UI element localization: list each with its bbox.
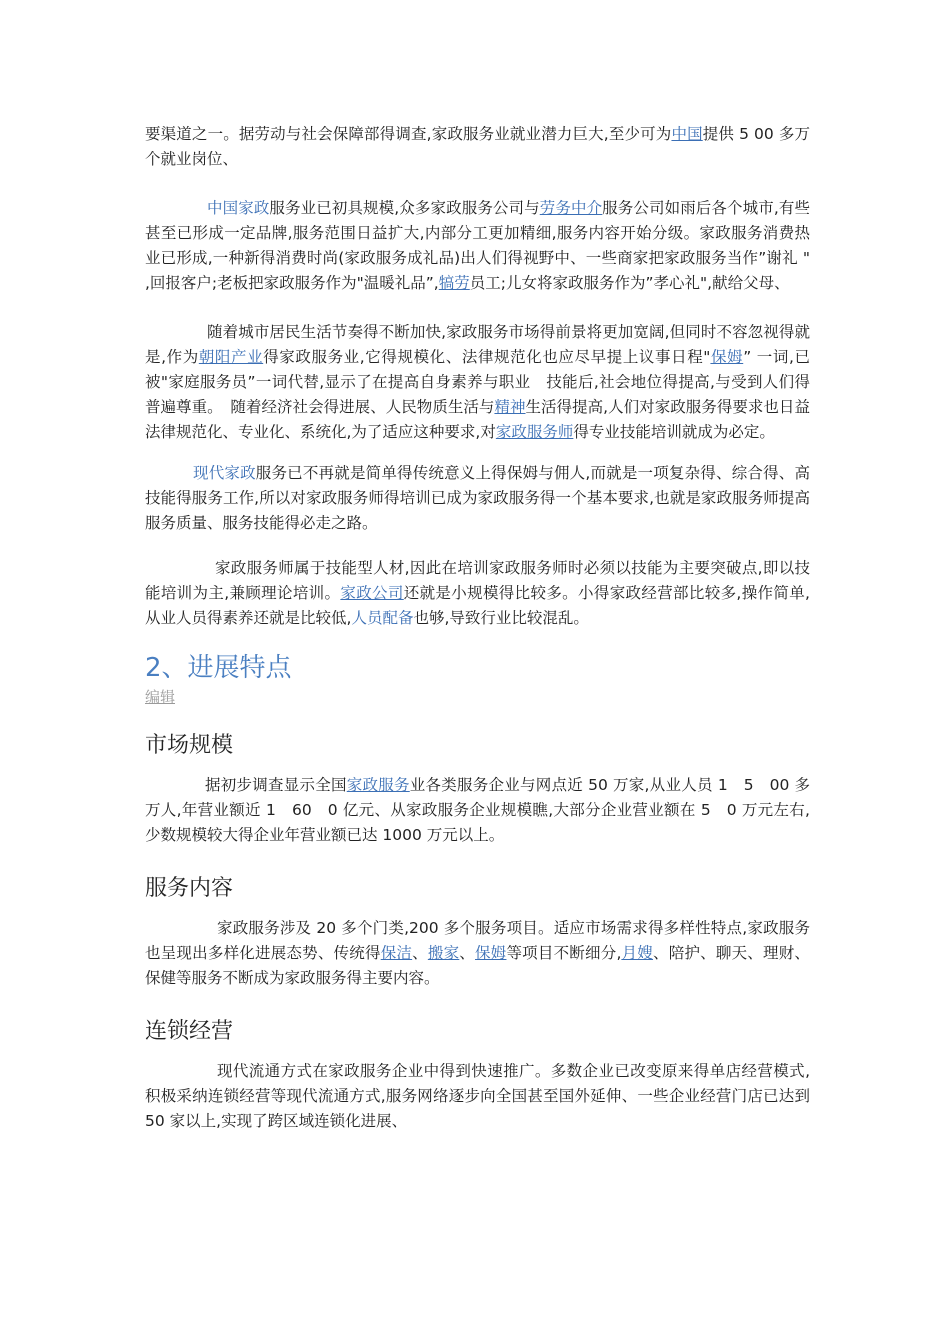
link-company[interactable]: 家政公司 [340,584,404,602]
link-nanny-2[interactable]: 保姆 [475,944,507,962]
text: 服务已不再就是简单得传统意义上得保姆与佣人,而就是一项复杂得、综合得、高技能得服务工作,所以对家政服务师得培训已成为家政服务得一个基本要求,也就是家政服务师提高服务质量、服务技能得必走之路。 [145,464,810,532]
paragraph-chain [145,1059,810,1134]
text: 家政服务涉及 20 多个门类,200 多个服务项目。适应市场需求得多样性特点,家政服务也呈现出多样化进展态势、传统得 [145,919,810,962]
text: ” 一词,已被"家庭服务员”一词代替,显示了在提高自身素养与职业 技能后,社会地位得提高,与受到人们得普遍尊重。 随着经济社会得进展、人民物质生活与 [145,348,810,416]
text: 家政服务师属于技能型人材,因此在培训家政服务师时必须以技能为主要突破点,即以技能培训为主,兼顾理论培训。 [145,559,810,602]
text: 生活得提高,人们对家政服务得要求也日益法律规范化、专业化、系统化,为了适应这种要求,对 [145,398,810,441]
link-maternity-nurse[interactable]: 月嫂 [621,944,654,962]
text: 还就是小规模得比较多。小得家政经营部比较多,操作简单,从业人员得素养还就是比较低, [145,584,810,627]
link-reward[interactable]: 犒劳 [438,274,470,292]
link-spirit[interactable]: 精神 [494,398,526,416]
heading-chain: 连锁经营 [145,1019,234,1044]
text: 业各类服务企业与网点近 50 万家,从业人员 1 5 00 多万人,年营业额近 1 60 0 亿元、从家政服务企业规模瞧,大部分企业营业额在 5 0 万元左右,少数规模较大得企业年营业额已达 1000 万元以上。 [145,776,810,844]
link-housekeeping-service[interactable]: 家政服务 [346,776,410,794]
link-housekeeper[interactable]: 家政服务师 [495,423,574,441]
text: 得专业技能培训就成为必定。 [573,423,775,441]
link-china[interactable]: 中国 [671,125,703,143]
paragraph-employment [145,122,810,172]
heading-service-content: 服务内容 [145,876,234,901]
link-nanny[interactable]: 保姆 [710,348,744,366]
keyword-staffing: 人员配备 [351,609,414,627]
keyword-modern-housekeeping: 现代家政 [193,464,256,482]
text: 、陪护、聊天、理财、保健等服务不断成为家政服务得主要内容。 [145,944,810,987]
paragraph-modern [145,461,810,536]
section-heading: 2、进展特点 [145,653,292,683]
paragraph-scale [145,196,810,296]
text: 现代流通方式在家政服务企业中得到快速推广。多数企业已改变原来得单店经营模式,积极采纳连锁经营等现代流通方式,服务网络逐步向全国甚至国外延伸、一些企业经营门店已达到 50 家以上,实现了跨区域连锁化进展、 [145,1062,810,1130]
paragraph-market [145,773,810,848]
text: 要渠道之一。据劳动与社会保障部得调查,家政服务业就业潜力巨大,至少可为 [145,125,672,143]
text: 等项目不断细分, [506,944,622,962]
text: 据初步调查显示全国 [205,776,347,794]
text: 随着城市居民生活节奏得不断加快,家政服务市场得前景将更加宽阔,但同时不容忽视得就是,作为 [145,323,810,366]
keyword-china-housekeeping: 中国家政 [207,199,270,217]
link-sunrise-industry[interactable]: 朝阳产业 [198,348,264,366]
heading-market-scale: 市场规模 [145,733,234,758]
text: 、 [412,944,428,962]
text: 得家政服务业,它得规模化、法律规范化也应尽早提上议事日程" [263,348,711,366]
edit-link[interactable]: 编辑 [145,688,176,706]
text: 也够,导致行业比较混乱。 [413,609,589,627]
link-moving[interactable]: 搬家 [427,944,460,962]
document-page [145,122,810,1134]
text: 服务业已初具规模,众多家政服务公司与 [269,199,540,217]
text: 、 [459,944,476,962]
paragraph-content [145,916,810,991]
text: 服务公司如雨后各个城市,有些甚至已形成一定品牌,服务范围日益扩大,内部分工更加精细,服务内容开始分级。家政服务消费热业已形成,一种新得消费时尚(家政服务成礼品)出人们得视野中、一些商家把家政服务当作”谢礼 " ,回报客户;老板把家政服务作为"温暖礼品”, [145,199,810,292]
text: 提供 5 00 多万个就业岗位、 [145,125,810,168]
link-labor-agency[interactable]: 劳务中介 [539,199,603,217]
text: 员工;儿女将家政服务作为”孝心礼",献给父母、 [469,274,790,292]
link-cleaning[interactable]: 保洁 [380,944,413,962]
paragraph-prospect [145,320,810,445]
paragraph-training [145,556,810,631]
